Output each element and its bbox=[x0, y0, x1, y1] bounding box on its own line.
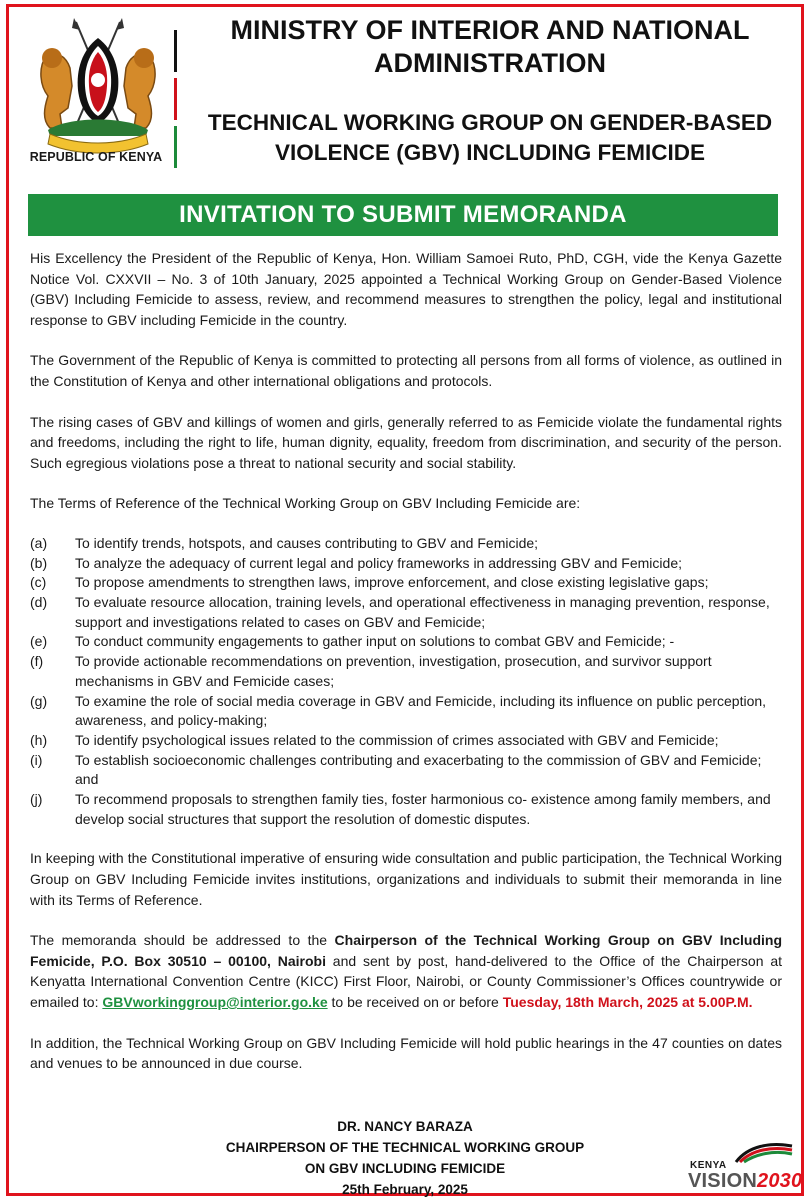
terms-item-text: To recommend proposals to strengthen family ties, foster harmonious co- existence among family members, and develop social structures that support the resolution of domestic disputes. bbox=[75, 791, 771, 827]
signature-block bbox=[140, 1116, 670, 1200]
terms-item bbox=[30, 731, 782, 751]
terms-item-label: (g) bbox=[30, 692, 48, 709]
terms-item-label: (e) bbox=[30, 633, 48, 650]
ministry-title bbox=[190, 14, 790, 80]
vision-logo-year: 2030 bbox=[757, 1170, 803, 1192]
terms-item bbox=[30, 652, 782, 691]
terms-item-text: To identify trends, hotspots, and causes contributing to GBV and Femicide; bbox=[75, 534, 539, 551]
notice-body bbox=[30, 248, 782, 1094]
working-group-title-line-1: TECHNICAL WORKING GROUP ON GENDER-BASED bbox=[207, 110, 773, 135]
terms-item bbox=[30, 692, 782, 731]
signatory-name: DR. NANCY BARAZA bbox=[337, 1119, 473, 1134]
coat-of-arms-logo bbox=[28, 16, 168, 166]
terms-item-text: To propose amendments to strengthen laws, improve enforcement, and close existing legislative gaps; bbox=[75, 574, 709, 591]
submission-text-d: to be received on or before bbox=[327, 994, 503, 1011]
paragraph-submission bbox=[30, 930, 782, 1012]
invitation-banner: INVITATION TO SUBMIT MEMORANDA bbox=[28, 194, 778, 236]
ministry-title-line-1: MINISTRY OF INTERIOR AND NATIONAL bbox=[230, 15, 750, 45]
terms-item bbox=[30, 554, 782, 574]
terms-item-label: (h) bbox=[30, 731, 48, 748]
terms-item-text: To identify psychological issues related to the commission of crimes associated with GBV and Femicide; bbox=[75, 731, 719, 748]
working-group-title bbox=[180, 108, 800, 168]
paragraph-public-hearings: In addition, the Technical Working Group on GBV Including Femicide will hold public hearings in the 47 counties on dates and venues to be announced in due course. bbox=[30, 1034, 782, 1072]
terms-item-text: To evaluate resource allocation, training levels, and operational effectiveness in managing prevention, response, support and investigations related to cases on GBV and Femicide; bbox=[75, 594, 770, 630]
vision-logo-vision: VISION bbox=[688, 1170, 757, 1192]
paragraph-rising-cases: The rising cases of GBV and killings of women and girls, generally referred to as Femicide violate the fundamental rights and freedoms, including the right to life, human dignity, equality, freedom from discrimination, and security of the person. Such egregious violations pose a threat to national security and social stability. bbox=[30, 413, 782, 471]
paragraph-appointment: His Excellency the President of the Republic of Kenya, Hon. William Samoei Ruto, PhD, CGH, vide the Kenya Gazette Notice Vol. CXXVII – No. 3 of 10th January, 2025 appointed a Technical Working Group on Gender-Based Violence (GBV) Including Femicide to assess, review, and recommend measures to strengthen the policy, legal and institutional response to GBV including Femicide in the country. bbox=[30, 250, 782, 328]
terms-item-label: (c) bbox=[30, 574, 47, 591]
working-group-title-line-2: VIOLENCE (GBV) INCLUDING FEMICIDE bbox=[274, 140, 705, 165]
terms-item bbox=[30, 593, 782, 632]
letterhead bbox=[0, 0, 810, 190]
terms-item-label: (a) bbox=[30, 534, 48, 551]
terms-item-text: To provide actionable recommendations on prevention, investigation, prosecution, and survivor support mechanisms in GBV and Femicide cases; bbox=[75, 653, 712, 689]
terms-item-label: (f) bbox=[30, 653, 44, 670]
submission-text-c: and sent by post, hand-delivered to the Office of the Chairperson at Kenyatta International Convention Centre (KICC) First Floor, Nairobi, or County Commissioner’s Offices countrywide or emailed to: bbox=[30, 952, 782, 1011]
coat-of-arms-caption: REPUBLIC OF KENYA bbox=[29, 150, 163, 164]
signatory-title-line-2: ON GBV INCLUDING FEMICIDE bbox=[304, 1161, 506, 1176]
paragraph-commitment: The Government of the Republic of Kenya is committed to protecting all persons from all forms of violence, as outlined in the Constitution of Kenya and other international obligations and protocols. bbox=[30, 352, 782, 389]
terms-item-text: To establish socioeconomic challenges contributing and exacerbating to the commission of GBV and Femicide; and bbox=[75, 751, 762, 788]
terms-item bbox=[30, 573, 782, 593]
terms-item-label: (d) bbox=[30, 594, 48, 611]
terms-item-label: (i) bbox=[30, 751, 43, 768]
terms-item bbox=[30, 790, 782, 829]
submission-address: Chairperson of the Technical Working Group on GBV Including Femicide, P.O. Box 30510 – 00100, Nairobi bbox=[30, 932, 782, 969]
terms-of-reference-list bbox=[30, 534, 782, 830]
terms-item bbox=[30, 632, 782, 652]
terms-item bbox=[30, 751, 782, 790]
terms-item-label: (b) bbox=[30, 554, 48, 571]
submission-email-link[interactable]: GBVworkinggroup@interior.go.ke bbox=[102, 994, 328, 1011]
terms-item-text: To analyze the adequacy of current legal and policy frameworks in addressing GBV and Femicide; bbox=[75, 554, 682, 571]
terms-item bbox=[30, 534, 782, 554]
submission-text-a: The memoranda should be addressed to the bbox=[30, 932, 335, 949]
signature-date: 25th February, 2025 bbox=[342, 1182, 468, 1197]
ministry-title-line-2: ADMINISTRATION bbox=[374, 48, 606, 78]
submission-deadline: Tuesday, 18th March, 2025 at 5.00P.M. bbox=[502, 994, 753, 1011]
vision-logo-text bbox=[688, 1170, 802, 1193]
kenya-vision-2030-logo bbox=[686, 1140, 803, 1192]
terms-item-text: To examine the role of social media coverage in GBV and Femicide, including its influence on public perception, awareness, and policy-making; bbox=[75, 692, 767, 729]
signatory-title-line-1: CHAIRPERSON OF THE TECHNICAL WORKING GROUP bbox=[225, 1140, 585, 1155]
vision-logo-kenya: KENYA bbox=[690, 1160, 727, 1171]
paragraph-invitation: In keeping with the Constitutional imperative of ensuring wide consultation and public participation, the Technical Working Group on GBV Including Femicide invites institutions, organizations and individuals to submit their memoranda in line with its Terms of Reference. bbox=[30, 850, 782, 908]
terms-item-label: (j) bbox=[30, 791, 43, 808]
paragraph-terms-intro: The Terms of Reference of the Technical Working Group on GBV Including Femicide are: bbox=[30, 495, 581, 512]
terms-item-text: To conduct community engagements to gather input on solutions to combat GBV and Femicide; - bbox=[75, 633, 675, 650]
